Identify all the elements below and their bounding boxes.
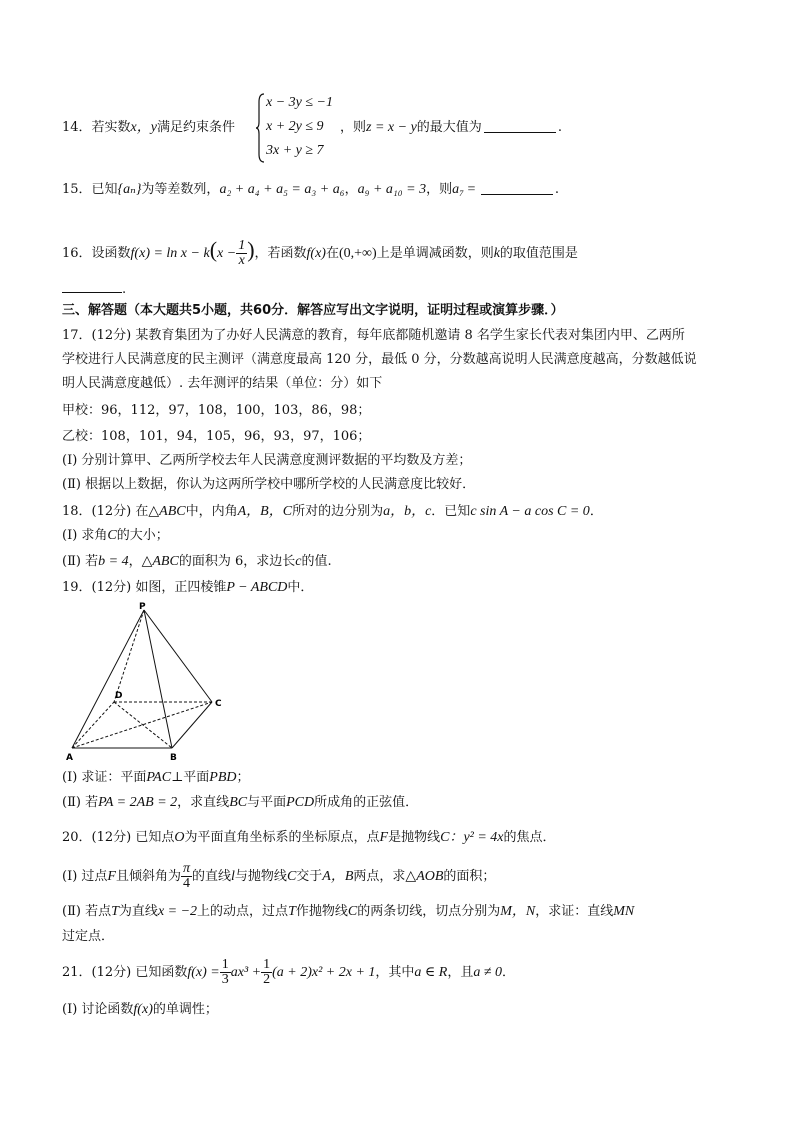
- vertex-label-D: D: [115, 691, 123, 701]
- q15-prefix: 15．已知: [62, 182, 118, 197]
- diagonal-BD: [114, 702, 172, 748]
- q21-line-1: 21．(12分) 已知函数f(x) = $\frac{1}{3}$ ax³ + $\frac{1}{2}$ (a + 2)x² + 2x + 1，其中a ∈ R，且a ≠ 0．: [62, 957, 516, 987]
- vertex-label-B: B: [170, 753, 177, 762]
- q16-end: .: [122, 282, 127, 297]
- q21-part-1: (Ⅰ) 讨论函数f(x)的单调性；: [62, 1002, 218, 1017]
- q20-line-1: 20．(12分) 已知点O为平面直角坐标系的坐标原点，点F是抛物线C：y² = 4x的焦点．: [62, 830, 556, 845]
- q16-fraction: $\frac{1}{x}$: [238, 238, 246, 268]
- q14-vars: x，y: [130, 120, 157, 135]
- q17-part-2: (Ⅱ) 根据以上数据，你认为这两所学校中哪所学校的人民满意度比较好．: [62, 477, 476, 492]
- pyramid-diagram: [62, 600, 232, 762]
- question-14-tail: [340, 118, 562, 138]
- q16-paren-close: ): [247, 237, 255, 262]
- q17-line-1: 17．(12分) 某教育集团为了办好人民满意的教育，每年底都随机邀请 8 名学生家长代表对集团内甲、乙两所: [62, 328, 685, 343]
- q17-school-a-scores: 甲校：96，112，97，108，100，103，86，98；: [62, 403, 371, 418]
- edge-PC: [144, 610, 212, 702]
- q20-part-2: (Ⅱ) 若点T为直线x = −2上的动点，过点T作抛物线C的两条切线，切点分别为M，N，求证：直线MN: [62, 904, 635, 919]
- q17-part-1: (Ⅰ) 分别计算甲、乙两所学校去年人民满意度测评数据的平均数及方差；: [62, 453, 472, 468]
- q15-eq1: a₂ + a₄ + a₅ = a₃ + a₆: [219, 182, 345, 197]
- q18-line-1: 18．(12分) 在△ABC中，内角A，B，C所对的边分别为a，b，c．已知c sin A − a cos C = 0．: [62, 504, 603, 519]
- q16-answer-line: [62, 278, 126, 300]
- q15-target: a₇: [452, 182, 464, 197]
- q14-mid: 满足约束条件: [156, 120, 235, 135]
- q21-fraction-half: $\frac{1}{2}$: [263, 957, 271, 987]
- q14-end: .: [557, 120, 562, 135]
- pyramid-figure: [62, 600, 232, 762]
- q20-part-2-cont: 过定点．: [62, 929, 115, 944]
- q15-answer-blank[interactable]: [481, 180, 553, 195]
- q14-then: ，则: [340, 120, 367, 135]
- q16-on: 在: [325, 246, 339, 261]
- q16-answer-blank[interactable]: [62, 278, 122, 293]
- constraint-3: 3x + y ≥ 7: [266, 143, 324, 158]
- q15-seq: {aₙ}: [117, 182, 142, 197]
- q16-mid: ，若函数: [254, 246, 307, 261]
- vertex-label-A: A: [66, 753, 73, 762]
- q16-ask: 的取值范围是: [499, 246, 578, 261]
- brace-icon: [256, 92, 266, 164]
- q16-fx2: f(x): [306, 246, 326, 261]
- q14-expr: z = x − y: [366, 120, 417, 135]
- q18-part-1: (Ⅰ) 求角C的大小；: [62, 528, 169, 543]
- q19-part-1: (Ⅰ) 求证：平面PAC⊥平面PBD；: [62, 770, 250, 785]
- edge-PD: [114, 610, 144, 702]
- q18-part-2: (Ⅱ) 若b = 4，△ABC的面积为 6，求边长c的值.: [62, 554, 332, 569]
- question-15: 15．已知{aₙ}为等差数列，a₂ + a₄ + a₅ = a₃ + a₆，a₉ + a₁₀ = 3，则a₇ = .: [62, 182, 560, 197]
- q21-fraction-third: $\frac{1}{3}$: [221, 957, 229, 987]
- vertex-label-P: P: [139, 602, 146, 612]
- q17-line-3: 明人民满意度越低）. 去年测评的结果（单位：分）如下: [62, 376, 383, 391]
- q17-line-2: 学校进行人民满意度的民主测评（满意度最高 120 分，最低 0 分，分数越高说明人民满意度越高，分数越低说: [62, 352, 697, 367]
- q19-line-1: 19．(12分) 如图，正四棱锥P − ABCD中．: [62, 580, 314, 595]
- q15-eqs: =: [463, 182, 479, 197]
- edge-PA: [72, 610, 144, 748]
- q15-eq2: a₉ + a₁₀ = 3: [357, 182, 427, 197]
- constraint-1: x − 3y ≤ −1: [266, 95, 334, 110]
- q14-prefix: 14．若实数: [62, 120, 131, 135]
- vertex-label-C: C: [215, 699, 222, 709]
- edge-PB: [144, 610, 172, 748]
- q14-ask: 的最大值为: [416, 120, 482, 135]
- q14-answer-blank[interactable]: [484, 118, 556, 133]
- question-16: 16．设函数f(x) = ln x − k(x − $\frac{1}{x}$ )，若函数f(x)在(0,+∞)上是单调减函数，则k的取值范围是: [62, 237, 578, 268]
- q16-rest: 上是单调减函数，则: [376, 246, 494, 261]
- constraint-2: x + 2y ≤ 9: [266, 119, 324, 134]
- q15-ask: ，则: [426, 182, 453, 197]
- q19-part-2: (Ⅱ) 若PA = 2AB = 2，求直线BC与平面PCD所成角的正弦值．: [62, 795, 419, 810]
- section-3-heading: 三、解答题（本大题共5小题，共60分．解答应写出文字说明，证明过程或演算步骤．）: [62, 303, 564, 318]
- q16-interval: (0,+∞): [338, 246, 377, 261]
- q16-k: k: [493, 246, 500, 261]
- q17-school-b-scores: 乙校：108，101，94，105，96，93，97，106；: [62, 429, 371, 444]
- q16-fx: f(x) = ln x − k: [130, 246, 210, 261]
- q20-angle-fraction: $\frac{\pi}{4}$: [183, 861, 191, 891]
- q15-end: .: [554, 182, 560, 197]
- q20-part-1: (Ⅰ) 过点F且倾斜角为 $\frac{\pi}{4}$ 的直线l与抛物线C交于A，B两点，求△AOB的面积；: [62, 861, 496, 891]
- q15-mid: 为等差数列，: [141, 182, 220, 197]
- q16-prefix: 16．设函数: [62, 246, 131, 261]
- question-14: [62, 118, 235, 138]
